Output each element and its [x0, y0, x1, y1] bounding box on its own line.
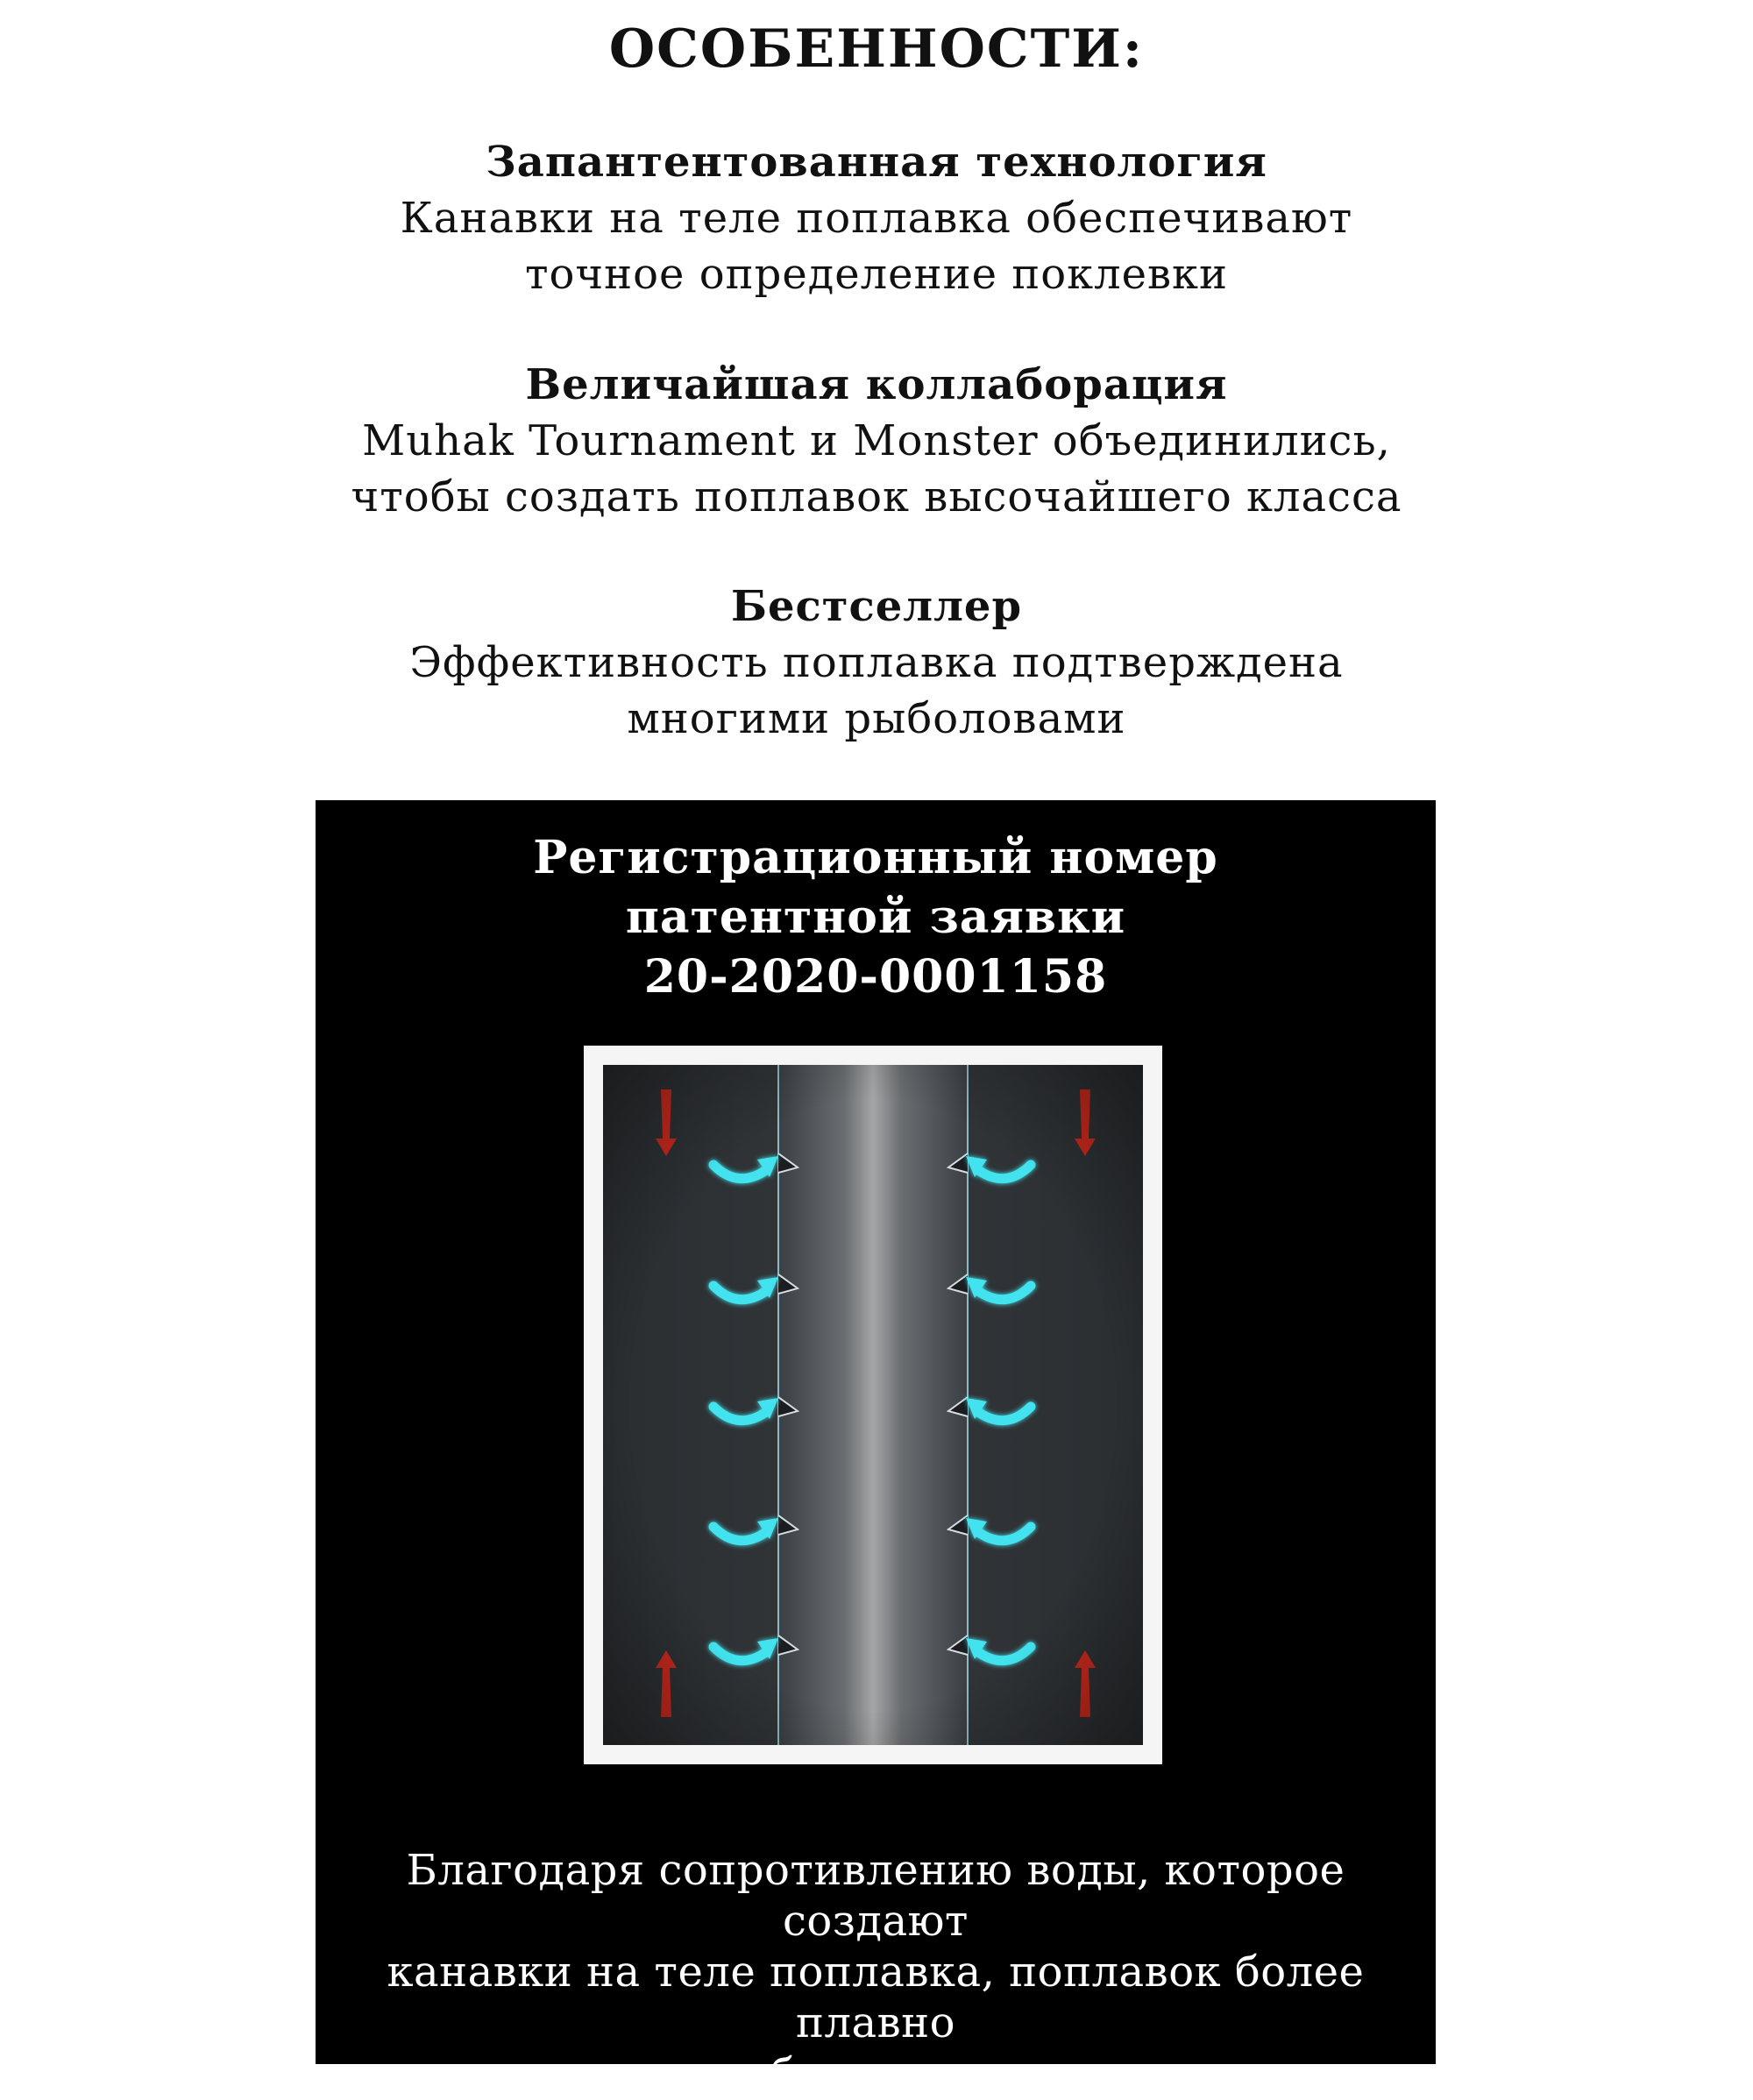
caption-line: ведет себя при поклевках — [582, 2049, 1169, 2098]
features-title: ОСОБЕННОСТИ: — [608, 18, 1145, 80]
patent-title — [316, 828, 1436, 1007]
float-groove-diagram — [603, 1065, 1143, 1745]
feature-text-line: чтобы создать поплавок высочайшего класса — [351, 472, 1402, 521]
patent-title-line: Регистрационный номер — [533, 831, 1218, 884]
float-diagram-frame — [584, 1046, 1162, 1764]
patent-title-line: патентной заявки — [625, 890, 1126, 944]
diagram-vignette — [603, 1065, 1143, 1745]
feature-heading: Бестселлер — [730, 582, 1023, 631]
feature-heading: Величайшая коллаборация — [525, 360, 1228, 409]
feature-text-line: Эффективность поплавка подтверждена — [409, 638, 1344, 687]
feature-text-line: Канавки на теле поплавка обеспечивают — [400, 194, 1353, 243]
feature-text-line: точное определение поклевки — [524, 250, 1229, 299]
feature-text-line: Muhak Tournament и Monster объединились, — [362, 416, 1391, 465]
patent-caption — [316, 1845, 1436, 2099]
patent-panel — [316, 800, 1436, 2098]
feature-bestseller — [0, 578, 1753, 747]
feature-patented-technology — [0, 134, 1753, 302]
caption-line: канавки на теле поплавка, поплавок более плавно — [387, 1947, 1365, 2047]
patent-number: 20-2020-0001158 — [643, 950, 1108, 1004]
feature-heading: Запантентованная технология — [486, 138, 1267, 187]
feature-collaboration — [0, 357, 1753, 525]
caption-line: Благодаря сопротивлению воды, которое создают — [406, 1846, 1345, 1946]
feature-text-line: многими рыболовами — [627, 694, 1126, 743]
